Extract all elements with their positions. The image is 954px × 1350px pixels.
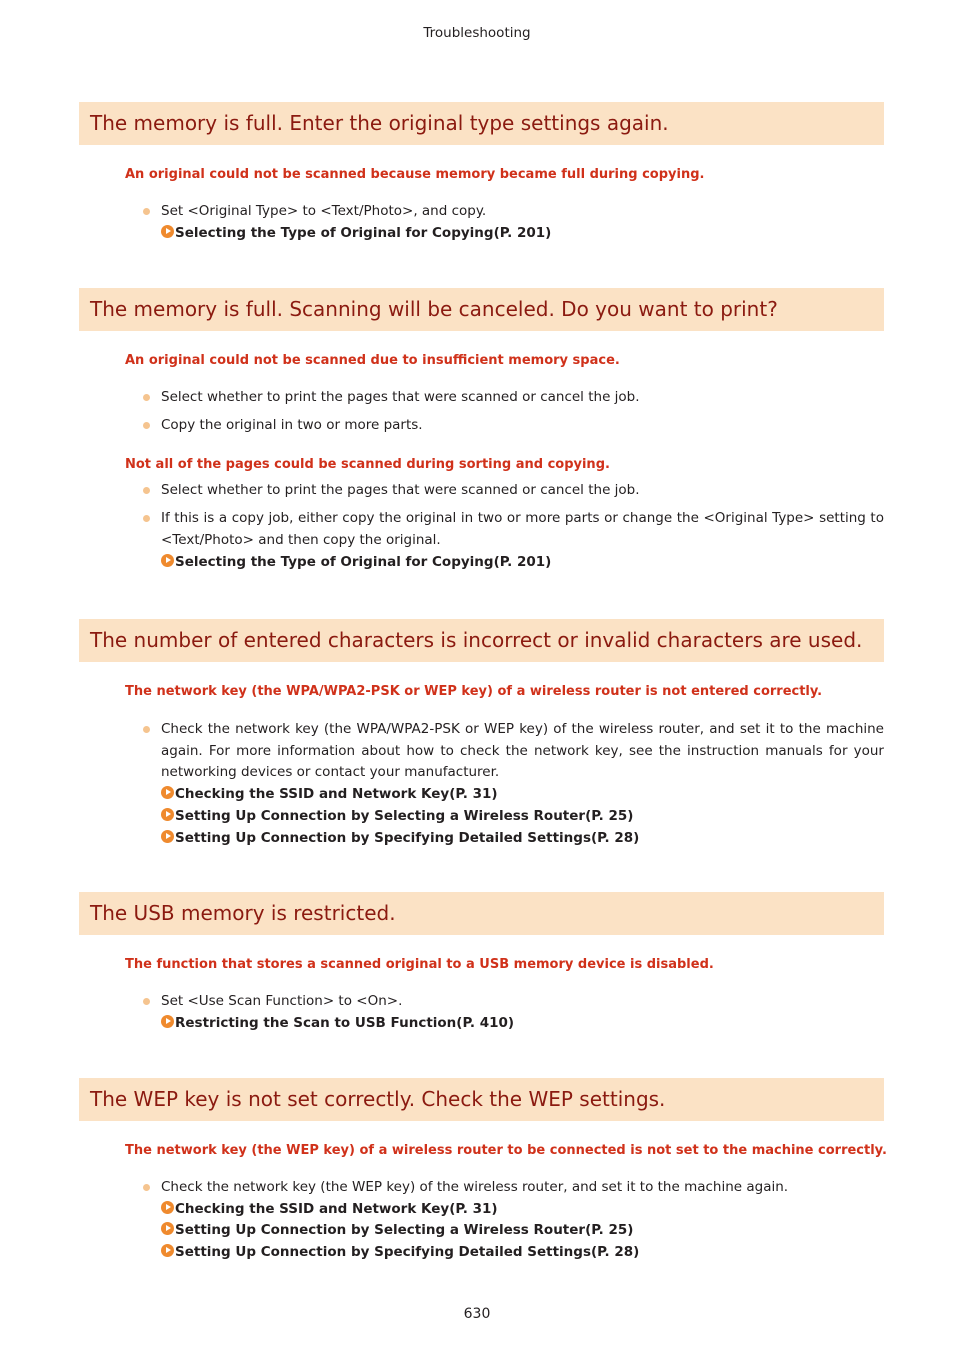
cause-text: The function that stores a scanned original to a USB memory device is disabled.	[125, 957, 714, 972]
running-header: Troubleshooting	[423, 25, 531, 41]
arrow-right-circle-icon	[161, 1222, 174, 1235]
list-item	[161, 415, 884, 437]
solution-text: Set <Use Scan Function> to <On>.	[161, 993, 403, 1009]
solution-list	[79, 387, 884, 436]
link-selecting-type-of-original[interactable]: Selecting the Type of Original for Copying(P. 201)	[161, 223, 884, 245]
list-item	[161, 508, 884, 573]
link-selecting-wireless-router[interactable]: Setting Up Connection by Selecting a Wireless Router(P. 25)	[161, 1220, 884, 1242]
section-heading: The WEP key is not set correctly. Check the WEP settings.	[79, 1078, 884, 1121]
section-usb-memory-restricted	[79, 892, 884, 1034]
list-item	[161, 201, 884, 244]
link-checking-ssid-network-key[interactable]: Checking the SSID and Network Key(P. 31)	[161, 1199, 884, 1221]
link-specifying-detailed-settings[interactable]: Setting Up Connection by Specifying Detailed Settings(P. 28)	[161, 1242, 884, 1264]
page-number: 630	[463, 1306, 491, 1322]
arrow-right-circle-icon	[161, 808, 174, 821]
section-wep-key-incorrect	[79, 1078, 887, 1264]
list-item	[161, 480, 884, 502]
link-specifying-detailed-settings[interactable]: Setting Up Connection by Specifying Detailed Settings(P. 28)	[161, 828, 884, 850]
arrow-right-circle-icon	[161, 830, 174, 843]
arrow-right-circle-icon	[161, 225, 174, 238]
solution-text: Select whether to print the pages that were scanned or cancel the job.	[161, 482, 640, 499]
bullet-dot-icon	[143, 487, 150, 494]
list-item	[161, 387, 884, 409]
solution-list	[79, 1177, 884, 1264]
arrow-right-circle-icon	[161, 786, 174, 799]
arrow-right-circle-icon	[161, 1201, 174, 1214]
cause-text: Not all of the pages could be scanned during sorting and copying.	[125, 457, 610, 473]
section-memory-full-scanning-canceled	[79, 288, 884, 573]
section-heading: The number of entered characters is incorrect or invalid characters are used.	[79, 619, 884, 662]
cause-text: An original could not be scanned because memory became full during copying.	[125, 167, 705, 182]
solution-list	[79, 201, 884, 244]
bullet-dot-icon	[143, 515, 150, 522]
solution-text: Select whether to print the pages that were scanned or cancel the job.	[161, 389, 640, 405]
cause-text: The network key (the WPA/WPA2-PSK or WEP key) of a wireless router is not entered correctly.	[125, 684, 823, 699]
section-heading: The memory is full. Scanning will be canceled. Do you want to print?	[79, 288, 884, 331]
arrow-right-circle-icon	[161, 1244, 174, 1257]
section-invalid-characters	[79, 619, 884, 849]
bullet-dot-icon	[143, 998, 150, 1005]
cause-text: The network key (the WEP key) of a wireless router to be connected is not set to the machine correctly.	[125, 1143, 887, 1158]
solution-list	[79, 719, 884, 849]
solution-text: Check the network key (the WPA/WPA2-PSK or WEP key) of the wireless router, and set it to the machine again. For more information about how to check the network key, see the instruction manuals for your networking devices or contact your manufacturer.	[161, 721, 884, 781]
list-item	[161, 719, 884, 849]
section-heading: The memory is full. Enter the original type settings again.	[79, 102, 884, 145]
bullet-dot-icon	[143, 394, 150, 401]
list-item	[161, 991, 884, 1034]
bullet-dot-icon	[143, 726, 150, 733]
solution-text: If this is a copy job, either copy the original in two or more parts or change the <Original Type> setting to <Text/Photo> and then copy the original.	[161, 510, 884, 548]
bullet-dot-icon	[143, 208, 150, 215]
link-restricting-scan-to-usb[interactable]: Restricting the Scan to USB Function(P. 410)	[161, 1013, 884, 1035]
arrow-right-circle-icon	[161, 554, 174, 567]
solution-text: Copy the original in two or more parts.	[161, 416, 423, 433]
cause-text: An original could not be scanned due to insufficient memory space.	[125, 353, 620, 368]
solution-text: Set <Original Type> to <Text/Photo>, and copy.	[161, 203, 487, 219]
list-item	[161, 1177, 884, 1264]
solution-list	[79, 991, 884, 1034]
arrow-right-circle-icon	[161, 1015, 174, 1028]
bullet-dot-icon	[143, 422, 150, 429]
solution-text: Check the network key (the WEP key) of the wireless router, and set it to the machine again.	[161, 1179, 789, 1195]
link-checking-ssid-network-key[interactable]: Checking the SSID and Network Key(P. 31)	[161, 784, 884, 806]
link-selecting-type-of-original[interactable]: Selecting the Type of Original for Copying(P. 201)	[161, 552, 884, 574]
section-heading: The USB memory is restricted.	[79, 892, 884, 935]
solution-list	[79, 480, 884, 573]
link-selecting-wireless-router[interactable]: Setting Up Connection by Selecting a Wireless Router(P. 25)	[161, 806, 884, 828]
section-memory-full-original-type	[79, 102, 884, 244]
bullet-dot-icon	[143, 1184, 150, 1191]
